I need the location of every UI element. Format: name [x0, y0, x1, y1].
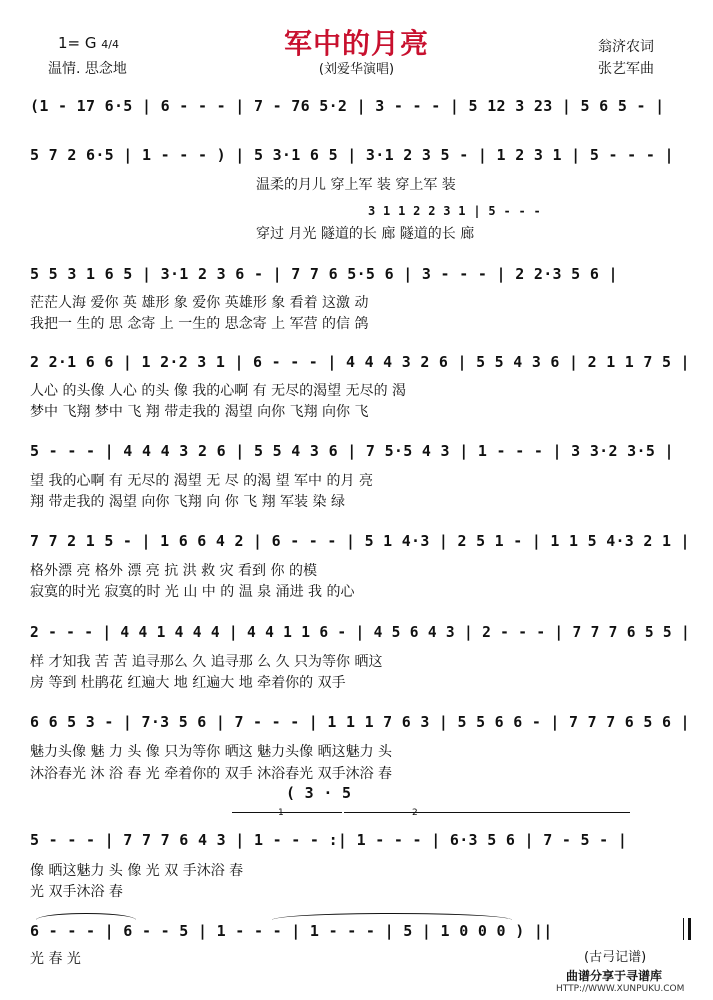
page-title: 军中的月亮: [283, 27, 429, 60]
score-system: (1 - 17 6·5 | 6 - - - | 7 - 76 5·2 | 3 - - - | 5 12 3 23 | 5 6 5 - |: [30, 97, 665, 115]
final-barline: [683, 918, 691, 940]
volta-bracket-2: [344, 812, 630, 813]
score-system: 2 2·1 6 6 | 1 2·2 3 1 | 6 - - - | 4 4 4 3 2 6 | 5 5 4 3 6 | 2 1 1 7 5 |: [30, 353, 690, 371]
share-note: 曲谱分享于寻谱库: [566, 969, 663, 983]
lyric-line: 望 我的心啊 有 无尽的 渴望 无 尽 的渴 望 军中 的月 亮: [30, 473, 373, 489]
score-system: 2 - - - | 4 4 1 4 4 4 | 4 4 1 1 6 - | 4 5 6 4 3 | 2 - - - | 7 7 7 6 5 5 |: [30, 623, 691, 641]
lyric-line: 穿过 月光 隧道的长 廊 隧道的长 廊: [256, 226, 475, 242]
score-system: 6 6 5 3 - | 7·3 5 6 | 7 - - - | 1 1 1 7 6 3 | 5 5 6 6 - | 7 7 7 6 5 6 |: [30, 713, 690, 731]
lyric-line: 茫茫人海 爱你 英 雄形 象 爱你 英雄形 象 看着 这激 动: [30, 295, 369, 311]
lyric-line: 房 等到 杜鹃花 红遍大 地 红遍大 地 牵着你的 双手: [30, 675, 346, 691]
volta-label-2: 2: [412, 808, 418, 818]
site-url: HTTP://WWW.XUNPUKU.COM: [556, 984, 685, 994]
score-system: 5 - - - | 4 4 4 3 2 6 | 5 5 4 3 6 | 7 5·5 4 3 | 1 - - - | 3 3·2 3·5 |: [30, 442, 674, 460]
transcriber-credit: (古弓记谱): [584, 950, 647, 965]
lyric-line: 梦中 飞翔 梦中 飞 翔 带走我的 渴望 向你 飞翔 向你 飞: [30, 404, 369, 420]
lyricist-credit: 翁济农词: [598, 39, 654, 55]
lyric-line: 像 晒这魅力 头 像 光 双 手沐浴 春: [30, 863, 244, 879]
composer-credit: 张艺军曲: [598, 61, 654, 77]
time-signature: 4/4: [101, 38, 119, 51]
lyric-line: 样 才知我 苦 苦 追寻那么 久 追寻那 么 久 只为等你 晒这: [30, 654, 383, 670]
lyric-line: 翔 带走我的 渴望 向你 飞翔 向 你 飞 翔 军装 染 绿: [30, 494, 345, 510]
score-system: 5 7 2 6·5 | 1 - - - ) | 5 3·1 6 5 | 3·1 2 3 5 - | 1 2 3 1 | 5 - - - |: [30, 146, 674, 164]
score-system: 5 - - - | 7 7 7 6 4 3 | 1 - - - :| 1 - - - | 6·3 5 6 | 7 - 5 - |: [30, 831, 628, 849]
lyric-line: 光 双手沐浴 春: [30, 884, 123, 900]
key-signature: [58, 34, 119, 52]
score-system: 6 - - - | 6 - - 5 | 1 - - - | 1 - - - | 5 | 1 0 0 0 ) ||: [30, 922, 553, 940]
lyric-line: 光 春 光: [30, 951, 81, 967]
alt-melody: 3 1 1 2 2 3 1 | 5 - - -: [368, 204, 542, 218]
lyric-line: 温柔的月儿 穿上军 装 穿上军 装: [256, 177, 456, 193]
volta-label-1: 1: [278, 808, 284, 818]
lyric-line: 人心 的头像 人心 的头 像 我的心啊 有 无尽的渴望 无尽的 渴: [30, 383, 407, 399]
key-text: 1= G: [58, 34, 97, 52]
mood-marking: 温情. 思念地: [48, 61, 127, 77]
pickup-notes: ( 3 · 5: [286, 784, 352, 802]
singer-credit: (刘爱华演唱): [318, 62, 395, 77]
tie-mark: [272, 913, 512, 920]
lyric-line: 魅力头像 魅 力 头 像 只为等你 晒这 魅力头像 晒这魅力 头: [30, 744, 393, 760]
score-system: 7 7 2 1 5 - | 1 6 6 4 2 | 6 - - - | 5 1 4·3 | 2 5 1 - | 1 1 5 4·3 2 1 |: [30, 532, 690, 550]
lyric-line: 格外漂 亮 格外 漂 亮 抗 洪 救 灾 看到 你 的模: [30, 563, 317, 579]
lyric-line: 我把一 生的 思 念寄 上 一生的 思念寄 上 军营 的信 鸽: [30, 316, 369, 332]
lyric-line: 寂寞的时光 寂寞的时 光 山 中 的 温 泉 涌进 我 的心: [30, 584, 355, 600]
lyric-line: 沐浴春光 沐 浴 春 光 牵着你的 双手 沐浴春光 双手沐浴 春: [30, 766, 393, 782]
tie-mark: [36, 913, 136, 920]
score-system: 5 5 3 1 6 5 | 3·1 2 3 6 - | 7 7 6 5·5 6 | 3 - - - | 2 2·3 5 6 |: [30, 265, 618, 283]
volta-bracket-1: [232, 812, 342, 813]
